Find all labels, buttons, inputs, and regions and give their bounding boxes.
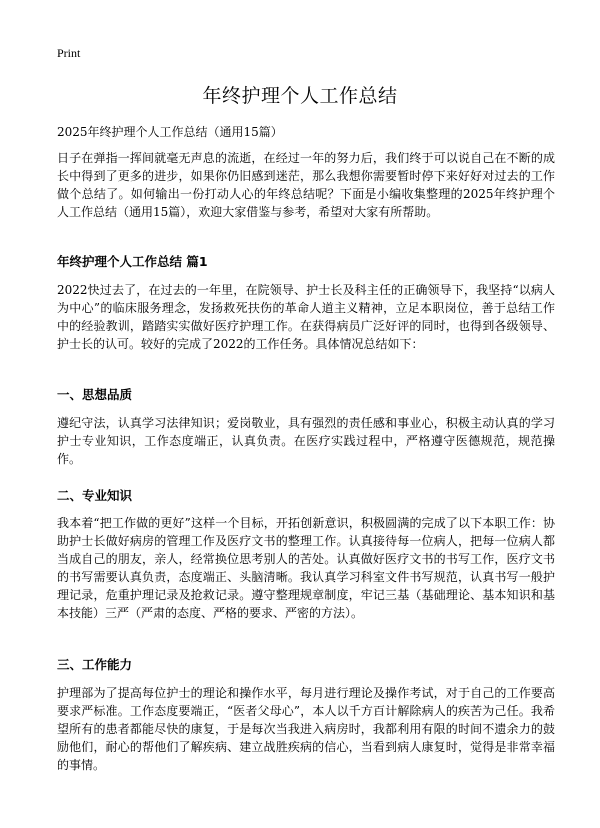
section-heading-knowledge: 二、专业知识 bbox=[57, 488, 133, 503]
section-heading-ideology: 一、思想品质 bbox=[57, 387, 133, 402]
document-title: 年终护理个人工作总结 bbox=[202, 85, 398, 107]
section-paragraph-ability: 护理部为了提高每位护士的理论和操作水平，每月进行理论及操作考试，对于自己的工作要高要求严标准。工作态度要端正，“医者父母心”，本人以千方百计解除病人的疾苦为己任。我希望所有的患者都能尽快的康复，于是每次当我进入病房时，我都利用有限的时间不遗余力的鼓励他们，耐心的帮他们了解疾病、建立战胜疾病的信心，当看到病人康复时，觉得是非常幸福的事情。 bbox=[57, 686, 555, 772]
article-heading: 年终护理个人工作总结 篇1 bbox=[57, 254, 208, 269]
article-intro-paragraph: 2022快过去了，在过去的一年里，在院领导、护士长及科主任的正确领导下，我坚持“以病人为中心”的临床服务理念，发扬救死扶伤的革命人道主义精神，立足本职岗位，善于总结工作中的经验教训，踏踏实实做好医疗护理工作。在获得病员广泛好评的同时，也得到各级领导、护士长的认可。较好的完成了2022的工作任务。具体情况总结如下： bbox=[57, 283, 555, 351]
section-paragraph-knowledge: 我本着“把工作做的更好”这样一个目标，开拓创新意识，积极圆满的完成了以下本职工作：协助护士长做好病房的管理工作及医疗文书的整理工作。认真接待每一位病人，把每一位病人都当成自己的朋友，亲人，经常换位思考别人的苦处。认真做好医疗文书的书写工作，医疗文书的书写需要认真负责，态度端正、头脑清晰。我认真学习科室文件书写规范，认真书写一般护理记录，危重护理记录及抢救记录。遵守整理规章制度，牢记三基（基础理论、基本知识和基本技能）三严（严肃的态度、严格的要求、严密的方法）。 bbox=[57, 516, 555, 620]
document-subtitle: 2025年终护理个人工作总结（通用15篇） bbox=[57, 125, 283, 139]
intro-paragraph: 日子在弹指一挥间就毫无声息的流逝，在经过一年的努力后，我们终于可以说自己在不断的成长中得到了更多的进步，如果你仍旧感到迷茫，那么我想你需要暂时停下来好好对过去的工作做个总结了。如何输出一份打动人心的年终总结呢？下面是小编收集整理的2025年终护理个人工作总结（通用15篇），欢迎大家借鉴与参考，希望对大家有所帮助。 bbox=[57, 151, 555, 219]
section-paragraph-ideology: 遵纪守法，认真学习法律知识；爱岗敬业，具有强烈的责任感和事业心，积极主动认真的学习护士专业知识，工作态度端正，认真负责。在医疗实践过程中，严格遵守医德规范，规范操作。 bbox=[57, 416, 555, 466]
print-label: Print bbox=[57, 46, 81, 60]
section-heading-ability: 三、工作能力 bbox=[57, 657, 133, 672]
